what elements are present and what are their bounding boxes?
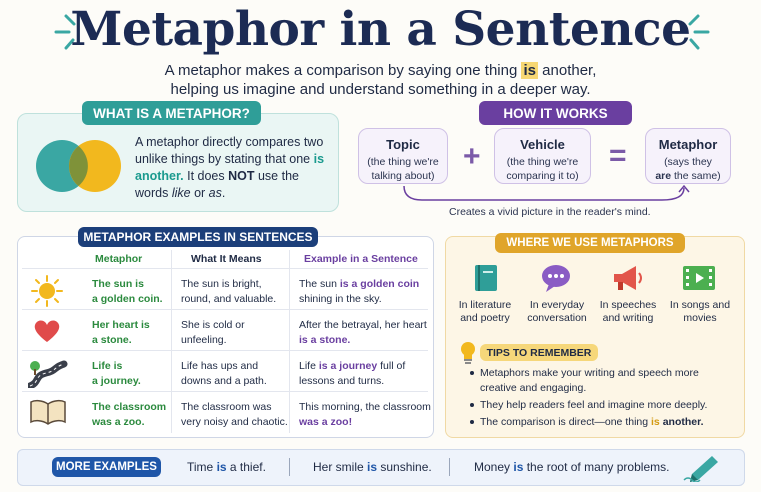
metaphor-card: Metaphor (says they are the same) [645,128,731,184]
how-it-works-heading: HOW IT WORKS [479,101,632,125]
what-is-heading: WHAT IS A METAPHOR? [82,101,261,125]
heart-icon [32,318,62,344]
tip-item: The comparison is direct—one thing is another. [470,415,738,430]
sparkle-right-icon [672,10,712,50]
meaning-cell: She is cold or unfeeling. [181,319,245,346]
meaning-cell: The sun is bright, round, and valuable. [181,278,277,305]
use-label: In everyday conversation [527,299,587,324]
topic-card: Topic (the thing we're talking about) [358,128,448,184]
film-icon [682,264,716,292]
equals-sign: = [609,139,627,172]
col-header-means: What It Means [191,253,262,265]
chat-bubble-icon [540,263,572,293]
tips-heading: TIPS TO REMEMBER [480,344,598,361]
pen-icon [682,452,726,482]
connector-arrow [396,184,696,206]
metaphor-cell: The sun is a golden coin. [92,278,163,305]
use-label: In songs and movies [669,299,731,324]
more-example-1: Time is a thief. [187,460,266,474]
col-header-sentence: Example in a Sentence [304,253,418,265]
divider [449,458,450,476]
road-icon [28,356,68,388]
more-examples-heading: MORE EXAMPLES [52,457,161,477]
venn-diagram-icon [33,137,125,195]
divider [289,458,290,476]
megaphone-icon [610,263,644,293]
page-title: Metaphor in a Sentence [70,2,691,57]
vehicle-card: Vehicle (the thing we're comparing it to) [494,128,591,184]
tips-list [470,366,738,432]
metaphor-cell: The classroom was a zoo. [92,401,167,428]
meaning-cell: Life has ups and downs and a path. [181,360,267,387]
examples-heading: METAPHOR EXAMPLES IN SENTENCES [78,227,318,247]
more-example-2: Her smile is sunshine. [313,460,432,474]
sentence-cell: Life is a journey full of lessons and turns. [299,360,406,387]
tip-item: Metaphors make your writing and speech more creative and engaging. [470,366,738,396]
where-used-heading: WHERE WE USE METAPHORS [495,233,685,253]
sun-icon [30,274,64,308]
sentence-cell: After the betrayal, her heart is a stone. [299,319,427,346]
definition-text: A metaphor directly compares two unlike things by stating that one is another. It does NOT use the words like or as. [135,135,325,200]
metaphor-cell: Life is a journey. [92,360,141,387]
sentence-cell: The sun is a golden coin shining in the sky. [299,278,420,305]
use-label: In speeches and writing [599,299,657,324]
how-it-works-caption: Creates a vivid picture in the reader's mind. [449,206,651,218]
plus-sign: + [463,140,481,173]
book-icon [472,263,500,293]
book-icon [29,398,67,426]
col-header-metaphor: Metaphor [95,253,143,265]
use-label: In literature and poetry [458,299,512,324]
metaphor-cell: Her heart is a stone. [92,319,150,346]
sentence-cell: This morning, the classroom was a zoo! [299,401,431,428]
more-example-3: Money is the root of many problems. [474,460,670,474]
tip-item: They help readers feel and imagine more deeply. [470,398,738,413]
lightbulb-icon [459,341,477,365]
meaning-cell: The classroom was very noisy and chaotic. [181,401,288,428]
subtitle: A metaphor makes a comparison by saying one thing is another, helping us imagine and understand something in a deeper way. [164,62,597,98]
